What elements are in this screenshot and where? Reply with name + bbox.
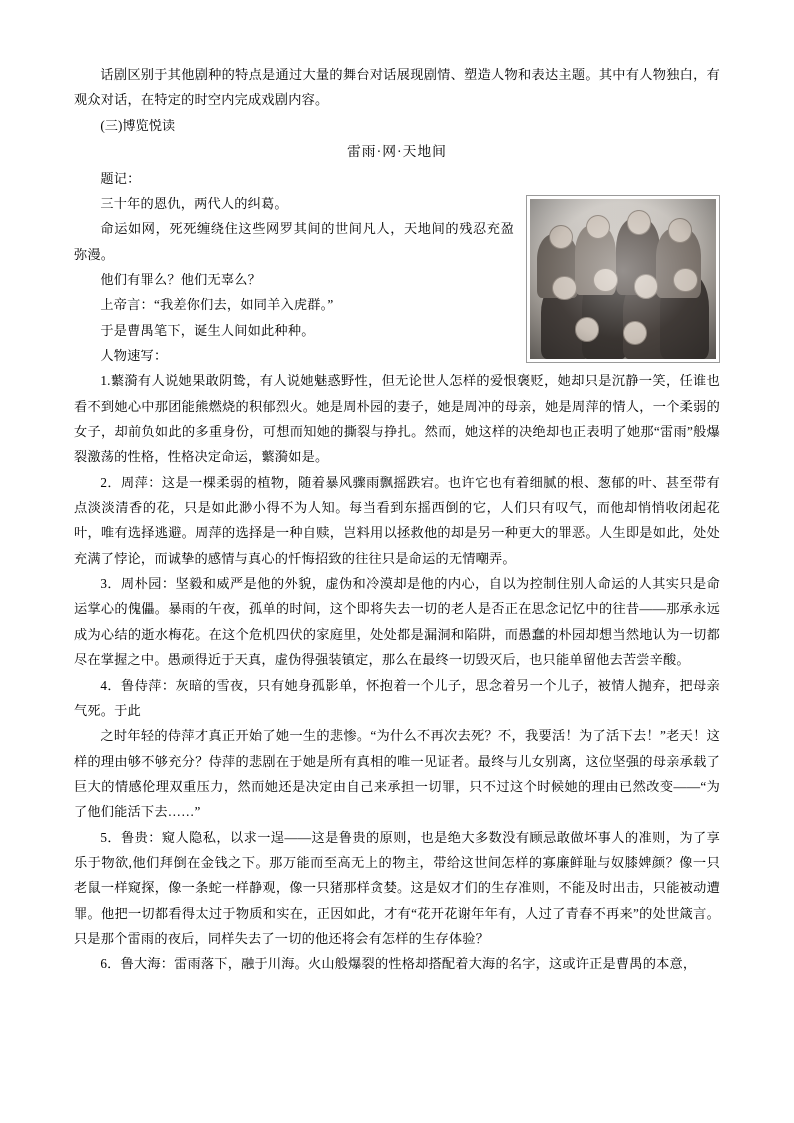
intro-paragraph: 话剧区别于其他剧种的特点是通过大量的舞台对话展现剧情、塑造人物和表达主题。其中有人物独白，有观众对话，在特定的时空内完成戏剧内容。 — [74, 67, 720, 108]
character-num-2: 2． — [100, 474, 122, 490]
character-entry-5 — [74, 825, 720, 952]
photo-image — [530, 199, 716, 359]
character-name-6: 鲁大海： — [120, 956, 175, 972]
sketch-label: 人物速写： — [100, 348, 168, 364]
article-title: 雷雨·网·天地间 — [347, 144, 447, 160]
preface-line-0: 三十年的恩仇，两代人的纠葛。 — [100, 195, 288, 211]
character-name-4: 鲁侍萍： — [121, 677, 176, 693]
character-text-4: 灰暗的雪夜，只有她身孤影单，怀抱着一个儿子，思念着另一个儿子，被情人抛弃，把母亲气死。于此 — [74, 677, 721, 718]
character-text-6: 雷雨落下，融于川海。火山般爆裂的性格却搭配着大海的名字，这或许正是曹禺的本意， — [174, 956, 697, 972]
preface-line-3: 上帝言：“我差你们去，如同羊入虎群。” — [100, 297, 334, 313]
character-num-5: 5． — [100, 829, 122, 845]
preface-line-1: 命运如网，死死缠绕住这些网罗其间的世间凡人，天地间的残忍充盈弥漫。 — [74, 221, 514, 262]
preface-label: 题记： — [100, 170, 141, 186]
character-num-6: 6． — [100, 956, 121, 972]
section-label: (三)博览悦读 — [100, 117, 176, 133]
character-entry-3 — [74, 571, 720, 672]
character-num-1: 1. — [100, 373, 111, 389]
preface-line-2: 他们有罪么？他们无辜么？ — [100, 272, 262, 287]
character-name-1: 蘩漪 — [110, 373, 138, 389]
character-entry-4-cont: 之时年轻的侍萍才真正开始了她一生的悲惨。“为什么不再次去死？不，我要活！为了活下去！”老天！这样的理由够不够充分？侍萍的悲剧在于她是所有真相的唯一见证者。最终与儿女别离，这位坚强的母亲承载了巨大的情感伦理双重压力，然而她还是决定由自己来承担一切罪，只不过这个时候她的理由已然改变——“为了他们能活下去……” — [74, 728, 720, 820]
character-entry-4 — [74, 673, 720, 724]
preface-line-4: 于是曹禺笔下，诞生人间如此种种。 — [100, 322, 315, 338]
character-text-1: 有人说她果敢阴鸷，有人说她魅惑野性，但无论世人怎样的爱恨褒贬，她却只是沉静一笑，任谁也看不到她心中那团能熊燃烧的积郁烈火。她是周朴园的妻子，她是周冲的母亲，她是周萍的情人，一个柔弱的女子，却前负如此的多重身份，可想而知她的撕裂与挣扎。然而，她这样的决绝却也正表明了她那“雷雨”般爆裂激荡的性格，性格决定命运，蘩漪如是。 — [74, 373, 720, 465]
character-entry-6 — [74, 951, 720, 976]
character-text-3: 坚毅和威严是他的外貌，虚伪和冷漠却是他的内心，自以为控制住别人命运的人其实只是命运掌心的傀儡。暴雨的午夜，孤单的时间，这个即将失去一切的老人是否正在思念记忆中的往昔——那承永远成为心结的逝水梅花。在这个危机四伏的家庭里，处处都是漏洞和陷阱，而愚蠢的朴园却想当然地认为一切都尽在掌握之中。愚顽得近于天真，虚伪得强装镇定，那么在最终一切毁灭后，也只能单留他去苦尝辛酸。 — [74, 576, 721, 668]
character-num-3: 3． — [100, 576, 122, 592]
character-name-5: 鲁贵： — [121, 829, 162, 845]
stage-photo — [526, 195, 720, 363]
character-num-4: 4． — [100, 677, 122, 693]
character-name-2: 周萍： — [121, 474, 162, 490]
character-text-2: 这是一棵柔弱的植物，随着暴风骤雨飘摇跌宕。也许它也有着细腻的根、葱郁的叶、甚至带有点淡淡清香的花，只是如此渺小得不为人知。每当看到东摇西倒的它，人们只有叹气，而他却悄悄收闭起花叶，唯有选择逃避。周萍的选择是一种自赎，岂料用以拯救他的却是另一种更大的罪恶。人生即是如此，处处充满了悖论，而诚挚的感情与真心的忏悔招致的往往只是命运的无情嘲弄。 — [74, 474, 720, 566]
character-entry-2 — [74, 470, 720, 571]
character-text-5: 窥人隐私，以求一逞——这是鲁贵的原则，也是绝大多数没有顾忌敢做坏事人的准则，为了享乐于物欲,他们拜倒在金钱之下。那万能而至高无上的物主，带给这世间怎样的寡廉鲜耻与奴膝婢颜？像一只老鼠一样窥探，像一条蛇一样静观，像一只猪那样贪婪。这是奴才们的生存准则，不能及时出击，只能被动遭罪。他把一切都看得太过于物质和实在，正因如此，才有“花开花谢年年有，人过了青春不再来”的处世箴言。只是那个雷雨的夜后，同样失去了一切的他还将会有怎样的生存体验？ — [74, 829, 720, 946]
character-name-3: 周朴园： — [121, 576, 176, 592]
character-entry-1 — [74, 368, 720, 469]
